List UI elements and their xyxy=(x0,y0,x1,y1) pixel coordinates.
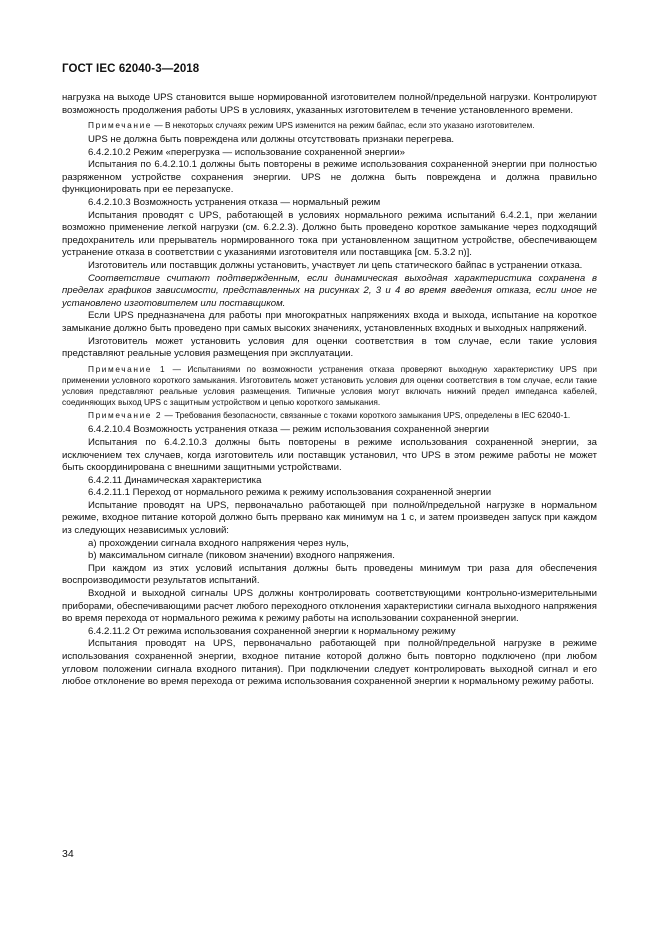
paragraph: Испытания по 6.4.2.10.1 должны быть повторены в режиме использования сохраненной энергии при полностью разряженном устройстве сохранения энергии. UPS не должна быть повреждена и должна правильно функционировать при ее перезапуске. xyxy=(62,159,597,196)
page-number: 34 xyxy=(62,848,74,860)
section-heading-6-4-2-10-2: 6.4.2.10.2 Режим «перегрузка — использование сохраненной энергии» xyxy=(88,146,406,158)
paragraph-continuation: нагрузка на выходе UPS становится выше нормированной изготовителем полной/предельной нагрузки. Контролируют возможность продолжения работы UPS в условиях, указанных изготовителем в течение установленного времени. xyxy=(62,92,597,116)
paragraph: Изготовитель или поставщик должны установить, участвует ли цепь статического байпас в устранении отказа. xyxy=(88,260,583,272)
note-label: Примечание 1 xyxy=(88,363,167,374)
note-1: Примечание 1 — Испытаниями по возможности устранения отказа проверяют выходную характеристику UPS при применении условного короткого замыкания. Изготовитель может установить условия для оценки соответствия в том случае, если такие условия представляют реальные условия размещения. Типичные условия могут включать нижний предел импеданса кабелей, соединяющих выход UPS с защитным устройством и цепью короткого замыкания. xyxy=(62,363,597,407)
note-bypass: Примечание — В некоторых случаях режим UPS изменится на режим байпас, если это указано изготовителем. xyxy=(88,120,535,131)
section-heading-6-4-2-11-2: 6.4.2.11.2 От режима использования сохраненной энергии к нормальному режиму xyxy=(88,625,456,637)
list-item-b: b) максимальном сигнале (пиковом значении) входного напряжения. xyxy=(88,550,395,562)
paragraph: Если UPS предназначена для работы при многократных напряжениях входа и выхода, испытание на короткое замыкание должно быть проведено при самых высоких значениях, установленных входных и выходных напряжений. xyxy=(62,310,597,334)
section-heading-6-4-2-10-4: 6.4.2.10.4 Возможность устранения отказа — режим использования сохраненной энергии xyxy=(88,424,490,436)
note-label: Примечание xyxy=(88,120,153,131)
paragraph: Испытания проводят на UPS, первоначально работающей при полной/предельной нагрузке в режиме использования сохраненной энергии, входное питание которой должно быть повторно подключено (при любом угловом положении сигнала входного питания). При подключении следует контролировать выходной сигнал и его любое отклонение во время перехода от режима использования сохраненной энергии к нормальному режиму работы. xyxy=(62,638,597,688)
paragraph: Входной и выходной сигналы UPS должны контролировать соответствующими контрольно-измерительными приборами, обеспечивающими расчет любого переходного отклонения характеристики сигнала выходного напряжения во время перехода от нормального режима к режиму работы на использовании сохраненной энергии. xyxy=(62,588,597,625)
document-body xyxy=(62,92,597,689)
section-heading-6-4-2-11: 6.4.2.11 Динамическая характеристика xyxy=(88,474,262,486)
paragraph: При каждом из этих условий испытания должны быть проведены минимум три раза для обеспечения воспроизводимости результатов испытаний. xyxy=(62,562,597,587)
section-heading-6-4-2-11-1: 6.4.2.11.1 Переход от нормального режима к режиму использования сохраненной энергии xyxy=(88,487,492,499)
note-2: Примечание 2 — Требования безопасности, связанные с токами короткого замыкания UPS, определены в IEC 62040-1. xyxy=(88,410,571,421)
paragraph: Изготовитель может установить условия для оценки соответствия в том случае, если такие условия представляют реальные условия размещения при эксплуатации. xyxy=(62,335,597,360)
paragraph: Испытание проводят на UPS, первоначально работающей при полной/предельной нагрузке в нормальном режиме, входное питание которой должно быть прервано как минимум на 1 с, и затем произведен запуск при каждом из следующих независимых условий: xyxy=(62,499,597,537)
note-label: Примечание 2 xyxy=(88,410,163,421)
list-item-a: a) прохождении сигнала входного напряжения через нуль, xyxy=(88,537,349,549)
section-heading-6-4-2-10-3: 6.4.2.10.3 Возможность устранения отказа — нормальный режим xyxy=(88,197,381,209)
document-header: ГОСТ IEC 62040-3—2018 xyxy=(62,63,200,75)
paragraph-italic-compliance: Соответствие считают подтвержденным, если динамическая выходная характеристика сохранена в пределах графиков зависимости, представленных на рисунках 2, 3 и 4 во время введения отказа, если иное не установлено изготовителем или поставщиком. xyxy=(62,272,597,309)
paragraph: Испытания проводят с UPS, работающей в условиях нормального режима испытаний 6.4.2.1, при желании возможно применение легкой нагрузки (см. 6.2.2.3). Должно быть проведено короткое замыкание через подходящий предохранитель или прерыватель нормированного тока при установленном защитном устройстве, обеспечивающем устранение отказа в соответствии с указаниями изготовителя или поставщика [см. 5.3.2 n)]. xyxy=(62,209,597,259)
paragraph: Испытания по 6.4.2.10.3 должны быть повторены в режиме использования сохраненной энергии, за исключением тех случаев, когда изготовитель или поставщик установил, что UPS в этом режиме работы не может быть скоординирована с внешними защитными устройствами. xyxy=(62,436,597,474)
paragraph: UPS не должна быть повреждена или должны отсутствовать признаки перегрева. xyxy=(88,134,455,146)
